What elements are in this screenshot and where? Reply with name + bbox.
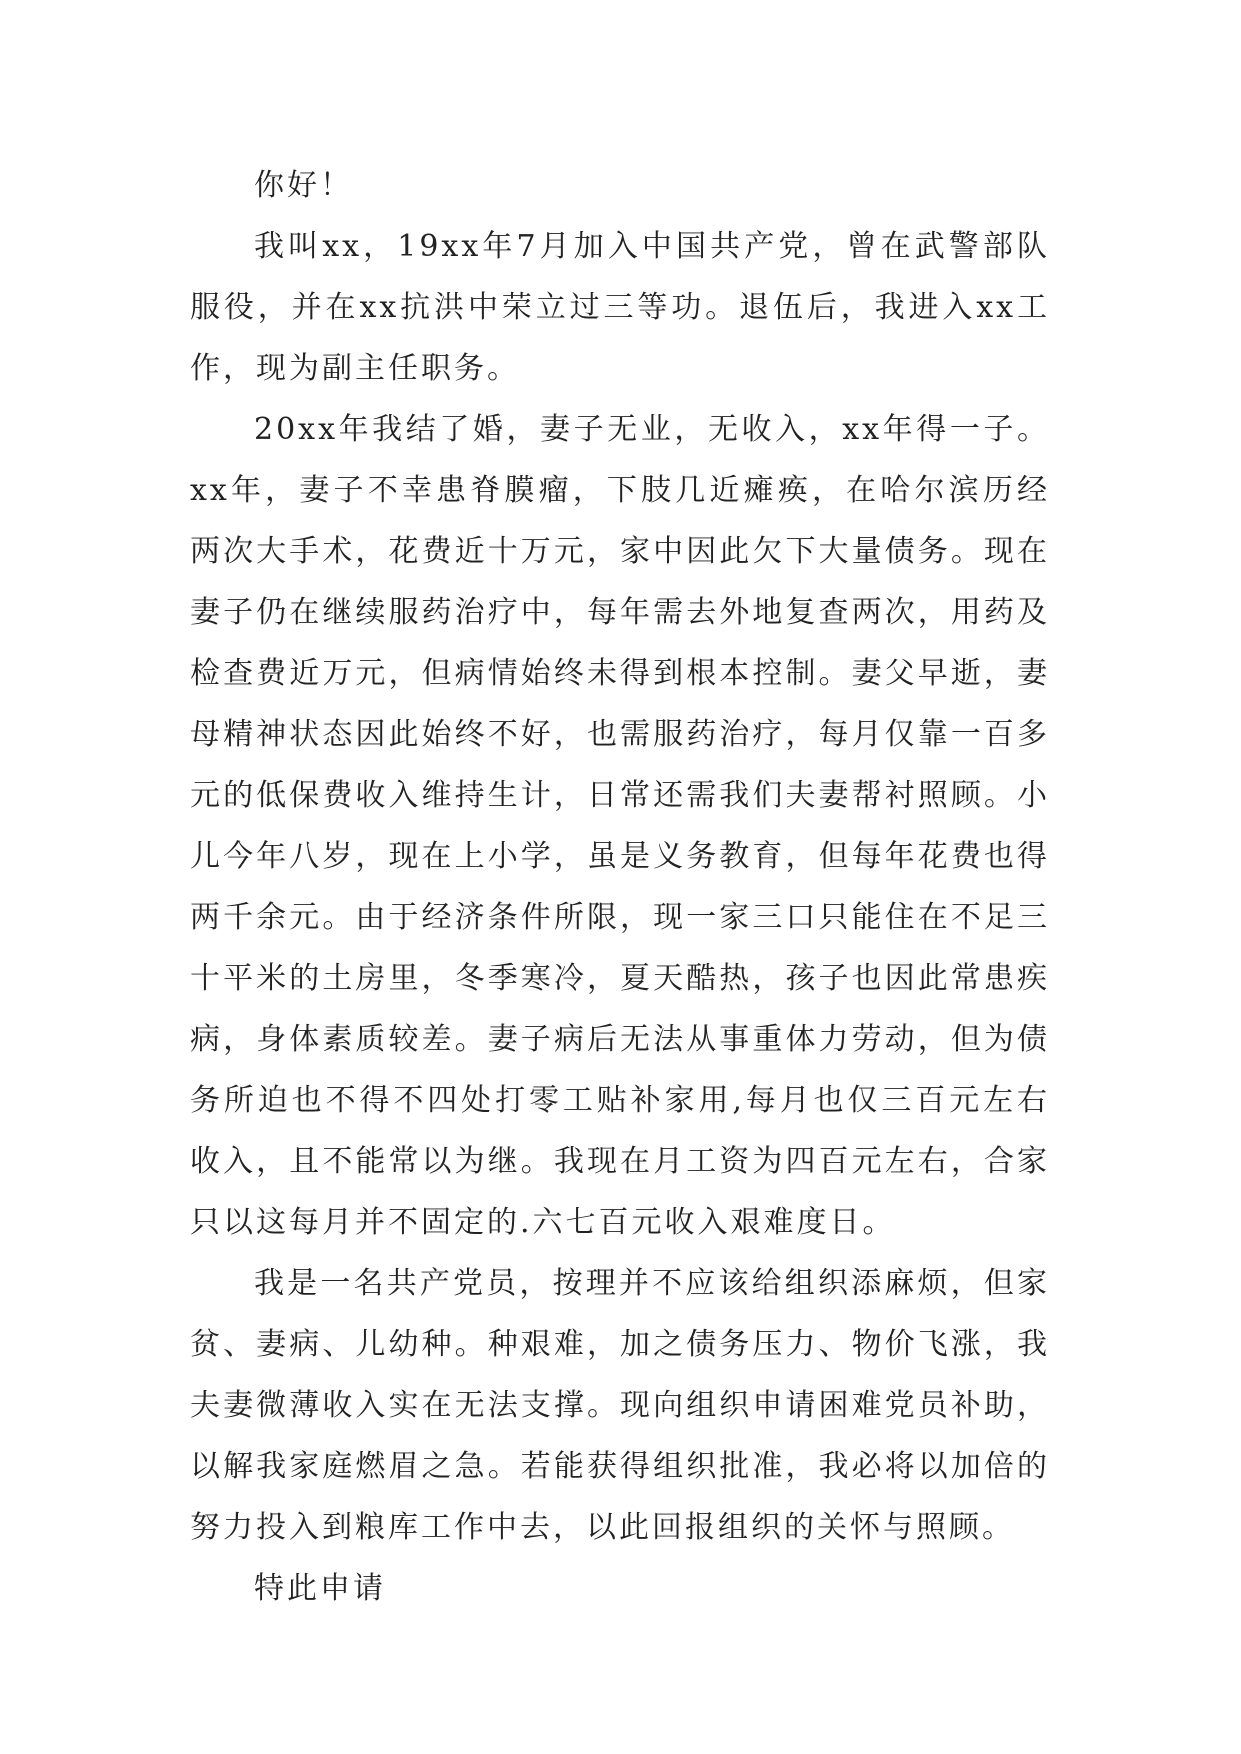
paragraph-request: 我是一名共产党员，按理并不应该给组织添麻烦，但家贫、妻病、儿幼种。种艰难，加之债务压力、物价飞涨，我夫妻微薄收入实在无法支撑。现向组织申请困难党员补助，以解我家庭燃眉之急。若能获得组织批准，我必将以加倍的努力投入到粮库工作中去，以此回报组织的关怀与照顾。 [190,1266,1050,1545]
paragraph-intro: 我叫xx，19xx年7月加入中国共产党，曾在武警部队服役，并在xx抗洪中荣立过三等功。退伍后，我进入xx工作，现为副主任职务。 [190,229,1050,386]
greeting: 你好！ [254,168,353,203]
paragraph-family-situation: 20xx年我结了婚，妻子无业，无收入，xx年得一子。xx年，妻子不幸患脊膜瘤，下肢几近瘫痪，在哈尔滨历经两次大手术，花费近十万元，家中因此欠下大量债务。现在妻子仍在继续服药治疗中，每年需去外地复查两次，用药及检查费近万元，但病情始终未得到根本控制。妻父早逝，妻母精神状态因此始终不好，也需服药治疗，每月仅靠一百多元的低保费收入维持生计，日常还需我们夫妻帮衬照顾。小儿今年八岁，现在上小学，虽是义务教育，但每年花费也得两千余元。由于经济条件所限，现一家三口只能住在不足三十平米的土房里，冬季寒冷，夏天酷热，孩子也因此常患疾病，身体素质较差。妻子病后无法从事重体力劳动，但为债务所迫也不得不四处打零工贴补家用,每月也仅三百元左右收入，且不能常以为继。我现在月工资为四百元左右，合家只以这每月并不固定的.六七百元收入艰难度日。 [190,412,1050,1240]
closing: 特此申请 [254,1571,386,1606]
letter-body [190,155,1050,1619]
